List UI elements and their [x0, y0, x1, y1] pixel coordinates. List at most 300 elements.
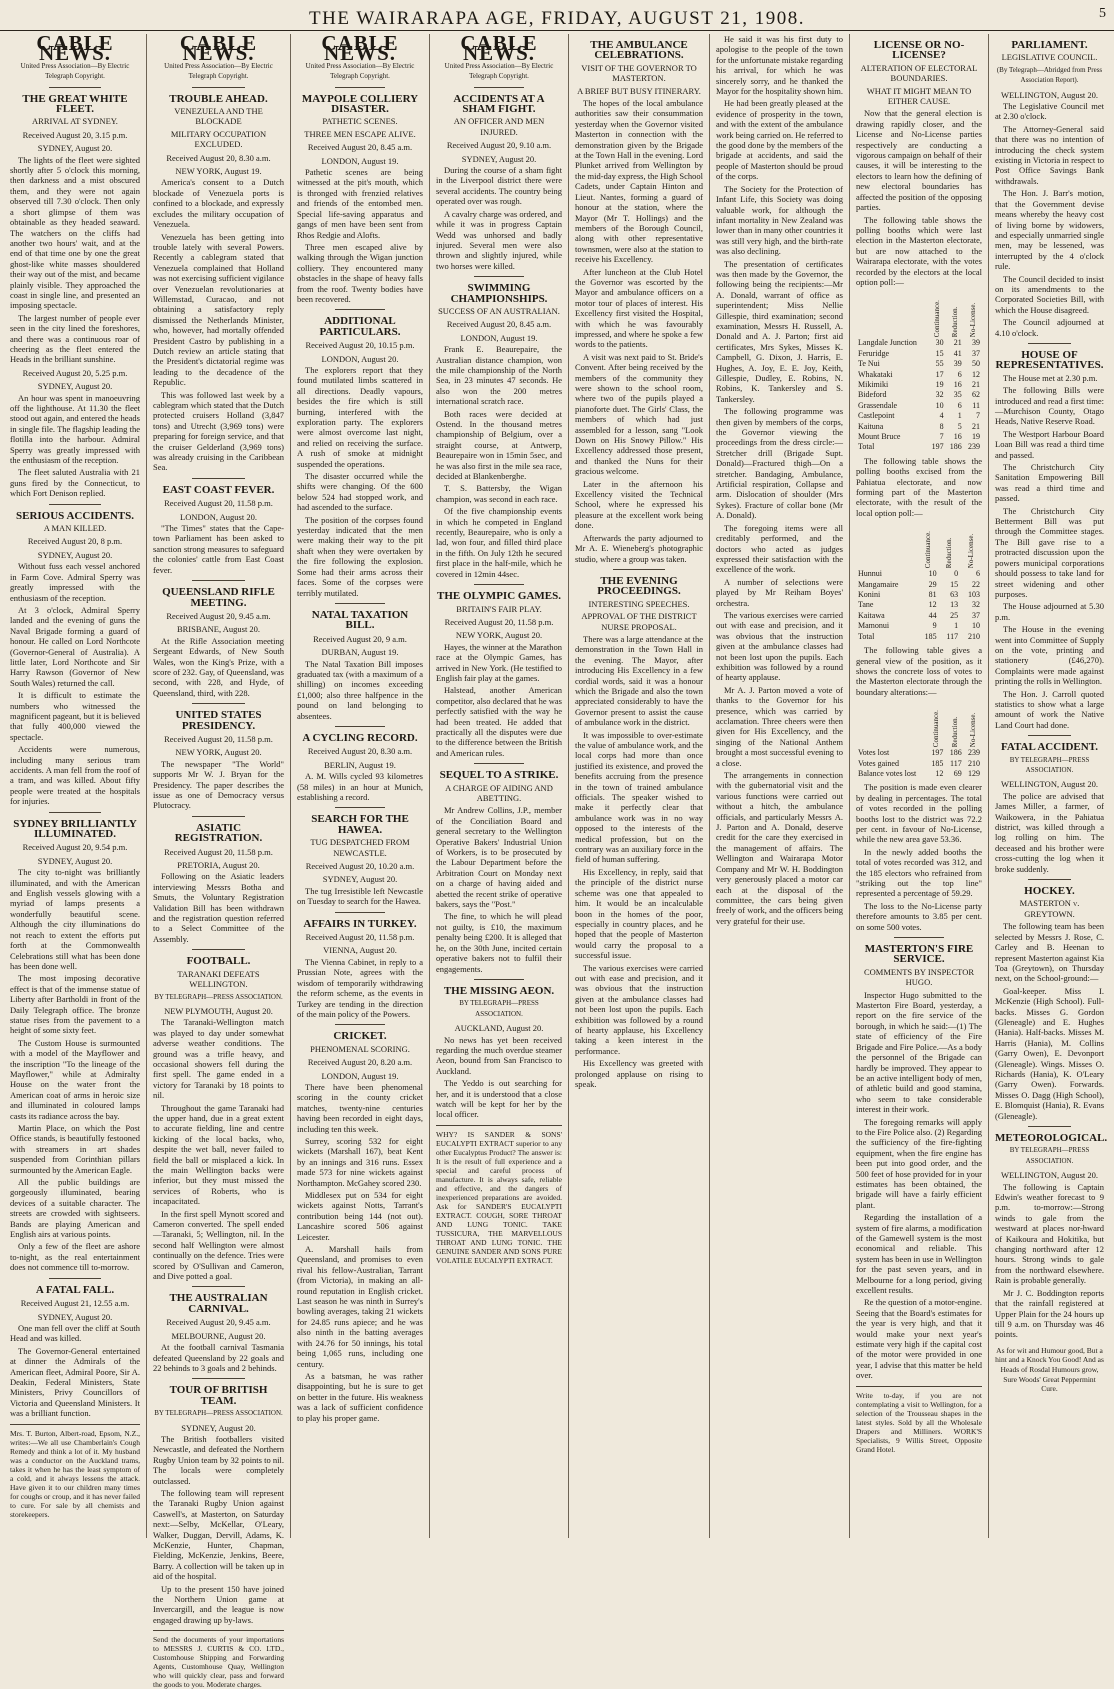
table-cell: Bideford — [858, 390, 887, 400]
table-cell: Konini — [858, 590, 881, 600]
article-paragraph: The various exercises were carried out with ease and precision, and it was obvious that the instruction given at the ambulance classes had not been lost upon the pupils. Each exhibition was followed by a round of hearty applause, his Excellency taking a keen interest in the performance. — [575, 962, 703, 1056]
dateline: SYDNEY, August 20. — [322, 874, 398, 885]
table-cell: 186 — [949, 748, 962, 758]
table-header — [939, 521, 960, 569]
article-paragraph: Afterwards the party adjourned to Mr A. E. Wieneberg's photographic studio, where a group was taken. — [575, 532, 703, 564]
table-row — [856, 569, 982, 579]
dateline: Received August 20, 11.58 p.m. — [305, 932, 415, 943]
table-header — [917, 521, 939, 569]
article-paragraph: The newspaper "The World" supports Mr W. J. Bryan for the Presidency. The paper describes the issue as one of Democracy versus Plutocracy. — [153, 758, 284, 811]
table-header — [946, 290, 964, 338]
table-cell: 239 — [968, 442, 980, 452]
dateline: Received August 20, 8.30 a.m. — [307, 746, 413, 757]
article-paragraph: Inspector Hugo submitted to the Masterton Fire Board, yesterday, a report on the fire service of the borough, in which he said:—(1) The state of efficiency of the Fire Brigade and Fire Police.—As a body the personnel of the Brigade can hardly be improved. They appear to be an active intelligent body of men, of athletic build and good stamina, who seem to take considerable interest in their work. — [856, 989, 982, 1115]
table-cell: 210 — [968, 758, 980, 768]
subheadline: A CHARGE OF AIDING AND ABETTING. — [445, 782, 553, 803]
table-header — [856, 290, 927, 338]
subheadline: TARANAKI DEFEATS WELLINGTON. — [177, 968, 260, 990]
headline: A CYCLING RECORD. — [302, 731, 418, 744]
column-4 — [430, 31, 569, 1538]
table-cell: Hunnui — [858, 569, 882, 579]
table-cell: 197 — [931, 442, 944, 452]
dateline: SYDNEY, August 20. — [37, 549, 113, 560]
article-paragraph: At 3 o'clock, Admiral Sperry landed and the evening of guns the Naval Brigade forming a guard of honour. He called on Lord Northcote (Governor-General of Australia). A little later, Lord Northcote and Sir Harry Rawson (Governor of New South Wales) returned the call. — [10, 604, 140, 688]
table-cell: 129 — [968, 768, 980, 778]
article-paragraph: The House in the evening went into Committee of Supply on the vote, printing and stationery (£46,270). Complaints were made against printing the rolls in Wellington. — [995, 624, 1104, 687]
table-header — [856, 700, 927, 748]
article-paragraph: Venezuela has been getting into trouble lately with several Powers. Recently a cablegram stated that Venezuela complained that Holland was not exercising sufficient vigilance over Venezuelan revolutionaries at Willemstad, Curacao, and not obtaining a satisfactory reply dismissed the Netherlands Minister, who, however, had mortally offended President Castro by publishing in a Dutch review an article stating that the President's dictatorial regime was leading to the decadence of the Republic. — [153, 231, 284, 388]
table-cell: Mount Bruce — [858, 432, 901, 441]
table-cell: 21 — [972, 421, 980, 431]
headline: FATAL ACCIDENT. — [1001, 741, 1098, 754]
article-paragraph: Martin Place, on which the Post Office stands, is beautifully festooned with streamers in art shades suspended from Corinthian pillars surmounted by the American Eagle. — [10, 1123, 140, 1175]
article-paragraph: The Natal Taxation Bill imposes graduated tax (with a maximum of a shilling) on incomes exceeding £1,000; also three halfpence in the pound on land belonging to absentees. — [297, 658, 423, 721]
dateline: LONDON, August 19. — [321, 1070, 399, 1081]
section-divider — [1028, 1126, 1072, 1127]
headline: THE OLYMPIC GAMES. — [437, 590, 561, 603]
article-paragraph: There was a large attendance at the demonstration in the Town Hall in the evening. The Mayor, after introducing His Excellency in a few cordial words, said it was a honour which the Brigade and also the town appreciated considerably to have the Governor present to assist the cause of ambulance work in the district. — [575, 633, 703, 728]
article-paragraph: The Council decided to insist on its amendments to the Corporated Societies Bill, with which the House disagreed. — [995, 273, 1104, 315]
table-cell: 39 — [972, 338, 980, 348]
article-paragraph: The following team has been selected by Messrs J. Rose, C. Carley and B. Heenan to represent Masterton against Kia Toa (Greytown), on Thursday next, on the School-ground:— — [995, 921, 1104, 984]
article-paragraph: He said it was his first duty to apologise to the people of the town for the unfortunate mistake regarding his arrival, for which he was sincerely sorry, and he thanked the Mayor for the hospitality shown him. — [716, 34, 844, 97]
table-cell: 15 — [950, 579, 959, 589]
article-paragraph: The following programme was then given by members of the corps, the Governor viewing the proceedings from the dress circle:—Stretcher drill (Brigade Supt. Donald)—Fractured thigh—On a stretcher. Bandaging, Ambulance, Artificial respiration, Collapse and arm. Dislocation of shoulder (Mrs Sykes). Fracture of collar bone (Mr A. Donald). — [716, 406, 843, 521]
section-divider — [49, 1278, 101, 1279]
dateline: Received August 20, 9.10 a.m. — [446, 140, 552, 151]
table-cell: 44 — [928, 610, 937, 620]
dateline: Received August 21, 12.55 a.m. — [20, 1298, 130, 1309]
subheadline: COMMENTS BY INSPECTOR HUGO. — [863, 966, 975, 988]
article-paragraph: The fine, to which he will plead not guilty, is £10, the maximum penalty being £200. It is alleged that he, on the 30th June, incited certain operative bakers not to fulfil their engagements. — [436, 911, 562, 974]
table-row — [856, 621, 982, 631]
table-cell: 25 — [950, 610, 959, 620]
article-paragraph: The presentation of certificates was then made by the Governor, the following being the recipients:—Mr A. Donald, warrant of office as superintendent; Miss Nellie Gillespie, third examination; second examination, Messrs H. Russell, A. Donald and A. J. Parton; first aid certificates, Mrs Sykes, Misses K. Campbell, G. Dixon, J. Harris, E. Hughes, A. Joy, E. E. Joy, Keith, Gillespie, Dudley, E. Robins, N. Robins, K. Tankersley and S. Tankersley. — [716, 258, 843, 404]
table-cell: Total — [858, 442, 875, 452]
table-row — [856, 759, 982, 769]
article-paragraph: Throughout the game Taranaki had the upper hand, due in a great extent to accurate fielding, line and centre kicking of the local backs, who, despite the wet ball, never failed to field the ball or misplaced a kick. In the main Wellington backs were inferior, but they must missed the services of Roberts, who is incapacitated. — [153, 1102, 284, 1207]
table-header — [927, 700, 945, 748]
table-cell: 41 — [953, 348, 962, 358]
table-cell: 50 — [972, 359, 980, 369]
credit-line: United Press Association—By Electric Telegraph Copyright. — [444, 61, 554, 81]
table-header-label: Reduction. — [945, 537, 954, 569]
dateline: SYDNEY, August 20. — [37, 1311, 113, 1322]
table-cell: 19 — [935, 379, 944, 389]
table-header — [856, 521, 917, 569]
dateline: LONDON, August 19. — [321, 155, 399, 166]
dateline: SYDNEY, August 20. — [37, 381, 113, 392]
column-divider — [436, 1125, 562, 1126]
table-cell: 6 — [957, 400, 962, 410]
headline: MASTERTON'S FIRE SERVICE. — [864, 943, 974, 966]
dateline: BRISBANE, August 20. — [176, 624, 261, 635]
table-header — [945, 700, 963, 748]
article-paragraph: No news has yet been received regarding the much overdue steamer Aeon, bound from San Francisco to Auckland. — [436, 1034, 562, 1076]
table-row — [856, 590, 982, 600]
article-paragraph: The city to-night was brilliantly illuminated, and with the American and English vessels glowing with a myriad of lamps presents a wonderfully beautiful scene. Although the city illuminations do not reach to extent the efforts put forth at the Commonwealth Celebrations still what has been done has been done well. — [10, 867, 140, 971]
subheadline: PATHETIC SCENES. — [322, 116, 398, 127]
article-paragraph: The Council adjourned at 4.10 o'clock. — [995, 317, 1104, 338]
dateline: Received August 20, 11.58 p.m. — [164, 846, 273, 857]
table-cell: 197 — [931, 748, 944, 758]
article-paragraph: All the public buildings are gorgeously illuminated, bearing devices of a suitable character. The streets are crowded with sightseers. Bands are playing American and English airs at various points. — [10, 1177, 140, 1240]
article-paragraph: The foregoing items were all creditably performed, and the doctors who acted as judges expressed their satisfaction with the excellence of the work. — [716, 522, 843, 575]
table-header-label: No-License. — [968, 712, 977, 747]
headline: ASIATIC REGISTRATION. — [174, 821, 263, 845]
dateline: Received August 20, 9.45 a.m. — [166, 1317, 271, 1328]
table-row — [856, 349, 982, 359]
headline: HOUSE OF REPRESENTATIVES. — [995, 348, 1104, 372]
table-header-label: Continuance. — [932, 709, 941, 747]
table-cell: Kaituna — [858, 421, 884, 431]
article-paragraph: Mr A. J. Parton moved a vote of thanks to the Governor for his presence, which was carried by acclamation. Three cheers were then given for His Excellency, and the singing of the National Anthem brought a most successful evening to a close. — [716, 684, 843, 768]
article-paragraph: Now that the general election is drawing rapidly closer, and the License and No-License parties respectively are conducting a vigorous campaign on behalf of their causes, it will be interesting to the electors to learn how the defining of new electoral boundaries has affected the position of the opposing parties. — [856, 108, 982, 213]
subheadline: MASTERTON v. GREYTOWN. — [1019, 898, 1080, 919]
article-paragraph: The Legislative Council met at 2.30 o'clock. — [995, 101, 1104, 122]
article-paragraph: The Attorney-General said that there was no intention of introducing the check system existing in Victoria in respect to Post Office Savings Bank withdrawals. — [995, 123, 1104, 186]
subheadline: THREE MEN ESCAPE ALIVE. — [304, 128, 416, 139]
subheadline: VENEZUELA AND THE BLOCKADE — [174, 106, 263, 127]
article-paragraph: The largest number of people ever seen in the city lined the foreshores, and there was a continuous roar of cheering as the fleet entered the Heads in the brilliant sunshine. — [10, 312, 140, 365]
masthead — [0, 0, 1114, 31]
table-cell: Castlepoint — [858, 411, 895, 421]
table-cell: 11 — [972, 400, 980, 410]
table-header — [964, 700, 982, 748]
article-paragraph: Regarding the installation of a system of fire alarms, a modification of the Gamewell system is the most economical and reliable. This system has been in use in Wellington for the past seven years, and in Melbourne for a long period, giving excellent results. — [856, 1212, 982, 1296]
section-divider — [49, 812, 101, 813]
headline: UNITED STATES PRESIDENCY. — [175, 709, 262, 732]
dateline: LONDON, August 20. — [321, 353, 399, 364]
section-divider — [1028, 343, 1072, 344]
article-paragraph: A visit was next paid to St. Bride's Convent. After being received by the members of the community they were shown to the school room, where two of the pupils played a pianoforte duet. The Girls' Class, the members of which had just assembled for a lesson, sang "Look Down on His Snowy Pillow." His Excellency addressed those present, and thanked the Nuns for their gracious welcome. — [575, 351, 703, 477]
headline: ADDITIONAL PARTICULARS. — [319, 315, 401, 338]
table-header-label: No-License. — [968, 302, 977, 338]
article-paragraph: Re the question of a motor-engine. Seeing that the Board's estimates for the year is very high, and that it would make your next year's estimate very high if the capital cost of the motor were provided in one year, I advise that this matter be held over. — [856, 1297, 982, 1381]
table-cell: 7 — [939, 432, 944, 441]
advertisement: WHY? IS SANDER & SONS' EUCALYPTI EXTRACT superior to any other Eucalyptus Product? The answer is: It is the result of full experience and a special and careful process of manufacture. It is always safe, reliable and effective, and the dangers of inexperienced preparations are avoided. Ask for SANDER'S EUCALYPTI EXTRACT. COUGH, SORE THROAT AND LUNG TONIC. TAKE TUSSICURA, THE MARVELLOUS THROAT AND LUNG TONIC. THE GENUINE SANDER AND SONS PURE VOLATILE EUCALYPTI EXTRACT. — [436, 1129, 562, 1265]
table-cell: 29 — [928, 579, 937, 589]
credit-line: BY TELEGRAPH—PRESS ASSOCIATION. — [154, 1409, 283, 1418]
section-divider — [192, 87, 244, 88]
headline: THE AMBULANCE CELEBRATIONS. — [590, 39, 688, 62]
masthead-title: THE WAIRARAPA AGE, FRIDAY, AUGUST 21, 1908. — [309, 8, 805, 29]
article-paragraph: The Hon. J. Carroll quoted statistics to show what a large amount of work the Native Land Court had done. — [995, 688, 1104, 730]
article-paragraph: The following is Captain Edwin's weather forecast to 9 p.m. to-morrow:—Strong winds to gale from the westward at places nor-hward of Kaikoura and Hokitika, but changing northward after 12 hours. Strong winds to gale from the northward elsewhere. Rain is probable generally. — [995, 1181, 1104, 1286]
article-paragraph: Goal-keeper. Miss I. McKenzie (High School). Full-backs. Misses G. Gordon (Gleneagle) and E. Hughes (Hania). Half-backs. Misses M. Harris (Hania), M. Collins (Garry Owen), E. Devonport (Gleneagle). Wings. Misses O. Richards (Hania), K. O'Leary (Garry Owen). Forwards. Misses O. Dagg (High School), E. Blomquist (Hania), R. Evans (Gleneagle). — [995, 985, 1104, 1121]
dateline: LONDON, August 20. — [180, 511, 257, 522]
table-cell: 21 — [953, 338, 962, 348]
table-cell: Feruridge — [858, 348, 890, 358]
headline: CABLE NEWS. — [36, 31, 114, 66]
column-1 — [4, 31, 147, 1538]
article-paragraph: T. S. Battersby, the Wigan champion, was second in each race. — [436, 483, 562, 504]
article-paragraph: There have been phenomenal scoring in the county cricket matches, twenty-nine centuries having been recorded in eight days, including ten this week. — [297, 1081, 423, 1134]
headline: EAST COAST FEVER. — [162, 483, 275, 496]
table-cell: 32 — [935, 390, 944, 400]
table-cell: 13 — [950, 600, 959, 610]
section-divider — [474, 87, 524, 88]
article-paragraph: Later in the afternoon his Excellency visited the Technical School, where he expressed his pleasure at the excellent work being done. — [575, 478, 703, 531]
subheadline: LEGISLATIVE COUNCIL. — [1001, 52, 1098, 63]
table-cell: 63 — [950, 590, 959, 600]
article-paragraph: One man fell over the cliff at South Head and was killed. — [10, 1322, 140, 1344]
table-cell: 10 — [935, 400, 944, 410]
table-cell: 185 — [931, 758, 944, 768]
subheadline: PHENOMENAL SCORING. — [310, 1043, 410, 1054]
section-divider — [613, 569, 664, 570]
section-divider — [192, 478, 244, 479]
subheadline: ALTERATION OF ELECTORAL BOUNDARIES. — [860, 62, 978, 84]
article-paragraph: An hour was spent in manoeuvring off the lighthouse. At 11.30 the fleet stood out again, and entered the heads in single file. The flagship leading the flotilla into the harbour. Admiral Sperry was greatly impressed with the enthusiasm of the reception. — [10, 392, 140, 466]
table-cell: 12 — [928, 600, 937, 610]
table-cell: 62 — [972, 390, 980, 400]
article-paragraph: This was followed last week by a cablegram which stated that the Dutch protected cruisers Holland (3,847 tons) and Utrecht (3,969 tons) were preparing for foreign service, and that the cruiser Gelderland (3,969 tons) was already cruising in the Caribbean Sea. — [153, 389, 284, 473]
table-cell: 9 — [932, 621, 937, 631]
headline: MAYPOLE COLLIERY DISASTER. — [301, 92, 419, 116]
table-cell: 37 — [972, 610, 980, 620]
table-cell: 16 — [953, 379, 962, 389]
table-cell: Votes gained — [858, 758, 899, 768]
article-paragraph: It was impossible to over-estimate the value of ambulance work, and the local corps had more than once justified its existence, and proved the benefits accruing from the presence in the town of trained ambulance officials. The speaker wished to make it perfectly clear that ambulance work was in no way opposed to the interests of the medical profession, but on the contrary was an auxiliary force in the field of human suffering. — [575, 729, 703, 865]
table-cell: 39 — [953, 359, 962, 369]
table-cell: Votes lost — [858, 748, 890, 758]
section-divider — [335, 726, 385, 727]
table-cell: Kaitawa — [858, 610, 885, 620]
table-cell: 69 — [953, 768, 962, 778]
dateline: BERLIN, August 19. — [324, 759, 396, 770]
table-cell: Tane — [858, 600, 874, 610]
section-divider — [192, 816, 244, 817]
subheadline: AN OFFICER AND MEN INJURED. — [453, 116, 545, 137]
dateline: Received August 20, 8.45 a.m. — [307, 142, 413, 153]
article-paragraph: The Hon. J. Barr's motion, that the Government devise means whereby the heavy cost of living borne by widowers, and especially unmarried single men, may be lessened, was interrupted by the 4 o'clock rule. — [995, 188, 1104, 272]
section-divider — [335, 603, 385, 604]
table-cell: Mamonui — [858, 621, 890, 631]
vote-table — [856, 521, 982, 642]
headline: SYDNEY BRILLIANTLY ILLUMINATED. — [13, 817, 137, 841]
column-divider — [856, 1386, 982, 1387]
table-cell: Whakataki — [858, 369, 893, 379]
article-paragraph: Pathetic scenes are being witnessed at the pit's mouth, which is thronged with frenzied relatives and friends of the entombed men. Special life-saving apparatus and gangs of men have been sent from Rhos Redgie and Alofts. — [297, 167, 423, 240]
article-paragraph: Only a few of the fleet are ashore to-night, as the real entertainment does not commence till to-morrow. — [10, 1241, 140, 1273]
article-paragraph: The Society for the Protection of Infant Life, this Society was doing valuable work, for although the infant mortality in New Zealand was lower than in many other countries it was still very high, and the birth-rate was also declining. — [716, 183, 843, 257]
table-header-label: Continuance. — [932, 300, 941, 338]
dateline: WELLINGTON, August 20. — [1000, 89, 1099, 100]
table-total-row — [856, 769, 982, 779]
dateline: Received August 20, 8.30 a.m. — [166, 152, 271, 163]
subheadline: A MAN KILLED. — [43, 523, 107, 534]
article-paragraph: He had been greatly pleased at the evidence of prosperity in the town, and with the extent of the ambulance work being carried on. He referred to the good done by the members of the brigade at accidents, and said the people of Masterton should be proud of the corps. — [716, 98, 843, 182]
dateline: PRETORIA, August 20. — [177, 860, 260, 871]
article-paragraph: His Excellency, in reply, said that the principle of the district nurse scheme was one that appealed to him. It would be an incalculable boon in the homes of the poor, especially in country places, and he hoped that the people of Masterton would carry the proposal to a successful issue. — [575, 866, 703, 961]
article-paragraph: A. Marshall hails from Queensland, and promises to even rival his fellow-Australian, Tarrant (from Victoria), in making an all-round reputation in English cricket. Last season he was ninth in Surrey's bowling averages, taking 21 wickets for 24.85 runs apiece; and he was also ninth in the batting averages with 24.76 for 50 innings, his total being 1,065 runs, including one century. — [297, 1244, 423, 1369]
article-paragraph: The lights of the fleet were sighted shortly after 5 o'clock this morning, then darkness and a mist obscured them, and they were not again observed till 7.30 o'clock. Then only a short glimpse of them was obtainable as they headed seaward. The watchers on the cliffs had another two hours' wait, and at the end of that time one by one the great ghost-like white masses shouldered their way out of the mist, and became plainly visible. They approached the coast in single line, and presented an imposing spectacle. — [10, 154, 140, 311]
table-cell: 21 — [972, 379, 980, 389]
advertisement: Send the documents of your importations to MESSRS J. CURTIS & CO. LTD., Customhouse Shipping and Forwarding Agents, Customhouse Quay, Wellington who will quickly clear, pass and forward the goods to you. Moderate charges. — [153, 1635, 284, 1689]
article-paragraph: The Westport Harbour Board Loan Bill was read a third time and passed. — [995, 428, 1104, 460]
section-divider — [894, 937, 944, 938]
subheadline: A BRIEF BUT BUSY ITINERARY. — [577, 85, 701, 96]
table-cell: Total — [858, 631, 875, 641]
dateline: SYDNEY, August 20. — [461, 153, 537, 164]
article-paragraph: Both races were decided at Ostend. In the thousand metres championship of Belgium, over a straight course, at Antwerp, Beaurepaire won in 15min 5sec, and he was also first in the mile sea race, decided at Blankenberghe. — [436, 408, 562, 482]
table-header — [964, 290, 982, 338]
subheadline: INTERESTING SPEECHES. — [588, 598, 690, 609]
headline: SEARCH FOR THE HAWEA. — [311, 813, 409, 836]
article-paragraph: The Christchurch City Betterment Bill was put through the Committee stages. The Bill gave rise to a protracted discussion upon the powers municipal corporations should possess to take land for street widening and other purposes. — [995, 505, 1104, 599]
column-6 — [710, 34, 850, 1538]
article-paragraph: Halstead, another American competitor, also declared that he was perfectly satisfied with the way he had been treated. He added that practically all the disputes were due to the difference between the British and American rules. — [436, 685, 562, 758]
article-paragraph: The position of the corpses found yesterday indicated that the men were making their way to the pit shaft when they were overtaken by the fire following the explosion. Some had their arms across their faces. Some of the corpses were terribly mutilated. — [297, 514, 423, 598]
headline: CRICKET. — [333, 1030, 387, 1043]
headline: AFFAIRS IN TURKEY. — [303, 917, 417, 930]
section-divider — [1028, 879, 1072, 880]
column-2 — [147, 31, 291, 1689]
dateline: Received August 20, 8.45 a.m. — [446, 319, 552, 330]
credit-line: United Press Association—By Electric Telegraph Copyright. — [305, 61, 415, 81]
article-paragraph: The position is made even clearer by dealing in percentages. The total of votes recorded in the polling booths lost to the district was 72.2 per cent. in favour of No-License, while the new area gave 53.36. — [856, 782, 982, 845]
table-header-label: No-License. — [966, 533, 975, 569]
dateline: SYDNEY, August 20. — [37, 143, 113, 154]
article-paragraph: The Taranaki-Wellington match was played to day under somewhat adverse weather conditions. The ground was a trifle heavy, and occasional showers fell during the first spell. The game ended in a victory for Taranaki by 18 points to nil. — [153, 1017, 284, 1101]
section-divider — [335, 807, 385, 808]
headline: SWIMMING CHAMPIONSHIPS. — [450, 282, 548, 305]
article-paragraph: Accidents were numerous, including many serious tram accidents. A man fell from the roof of a tram, and was killed. About fifty people were treated at the hospitals for injuries. — [10, 744, 140, 807]
table-cell: 103 — [968, 590, 980, 600]
article-paragraph: Surrey, scoring 532 for eight wickets (Marshall 167), beat Kent by an innings and 316 runs. Essex made 573 for nine wickets against Northampton. McGahey scored 230. — [297, 1135, 423, 1188]
headline: LICENSE OR NO-LICENSE? — [873, 39, 965, 62]
credit-line: United Press Association—By Electric Telegraph Copyright. — [20, 61, 130, 81]
table-total-row — [856, 632, 982, 642]
article-paragraph: After luncheon at the Club Hotel the Governor was escorted by the Mayor and ambulance officers on a motor tour of places of interest. His Excellency first visited the Hospital, with which he was favourably impressed, and where he spoke a few words to the patients. — [575, 266, 703, 350]
article-paragraph: The foregoing remarks will apply to the Fire Police also. (2) Regarding the sufficiency of the fire-fighting equipment, when the fire engine has been put into good order, and the 500 feet of hose provided for in your estimates has been obtained, the brigade will have a fairly efficient plant. — [856, 1116, 982, 1210]
article-paragraph: Up to the present 150 have joined the Northern Union game at Invercargill, and the league is now engaged drawing up by-laws. — [153, 1583, 284, 1625]
section-divider — [192, 703, 244, 704]
dateline: SYDNEY, August 20. — [37, 855, 113, 866]
table-header — [960, 521, 982, 569]
table-cell: 239 — [968, 748, 980, 758]
table-cell: 210 — [968, 631, 980, 641]
table-cell: 6 — [957, 369, 962, 379]
headline: THE AUSTRALIAN CARNIVAL. — [169, 1292, 268, 1315]
table-row — [856, 370, 982, 380]
article-paragraph: At the football carnival Tasmania defeated Queensland by 22 goals and 22 behinds to 3 goals and 2 behinds. — [153, 1342, 284, 1373]
table-cell: 5 — [957, 421, 962, 431]
article-paragraph: The following table gives a general view of the position, as it shows the concrete loss of votes to the Masterton electorate through the boundary alterations:— — [856, 645, 982, 697]
article-paragraph: The fleet saluted Australia with 21 guns fired by the Connecticut, to which Fort Denison replied. — [10, 467, 140, 499]
table-cell: 4 — [939, 411, 944, 421]
table-row — [856, 401, 982, 411]
section-divider — [474, 276, 524, 277]
table-cell: 16 — [953, 432, 962, 441]
dateline: AUCKLAND, August 20. — [454, 1023, 544, 1034]
column-divider — [153, 1630, 284, 1631]
table-cell: 117 — [946, 631, 959, 641]
dateline: Received August 20, 11.58 p.m. — [444, 616, 554, 627]
dateline: Received August 20, 9 a.m. — [313, 633, 407, 644]
article-paragraph: The police are advised that James Miller, a farmer, of Waikowera, in the Pahiatua district, was killed through a log rolling on him. The deceased and his brother were cross-cutting the log when it broke suddenly. — [995, 790, 1104, 874]
page-number: 5 — [1099, 6, 1106, 21]
table-row — [856, 411, 982, 421]
dateline: Received August 20, 3.15 p.m. — [22, 129, 128, 140]
table-cell: 17 — [935, 369, 944, 379]
dateline: Received August 20, 11.58 p.m. — [164, 498, 273, 509]
headline: SEQUEL TO A STRIKE. — [439, 769, 559, 782]
article-paragraph: In the first spell Mynott scored and Cameron converted. The spell ended—Taranaki, 5; Wellington, nil. In the second half Wellington were almost continually on the defence. Tries were scored by O'Sullivan and Cameron, and Dive potted a goal. — [153, 1208, 284, 1282]
table-cell: 12 — [972, 369, 980, 379]
credit-line: United Press Association—By Electric Telegraph Copyright. — [164, 61, 273, 81]
headline: THE EVENING PROCEEDINGS. — [597, 574, 681, 598]
dateline: NEW YORK, August 20. — [175, 747, 262, 758]
dateline: Received August 20, 9.45 a.m. — [166, 610, 271, 621]
article-paragraph: The House met at 2.30 p.m. — [1003, 372, 1098, 383]
table-cell: 81 — [928, 590, 937, 600]
column-8 — [989, 34, 1110, 1538]
credit-line: BY TELEGRAPH—PRESS ASSOCIATION. — [459, 999, 539, 1018]
section-divider — [49, 87, 101, 88]
headline: CABLE NEWS. — [321, 31, 399, 66]
section-divider — [474, 584, 524, 585]
table-cell: 37 — [972, 348, 980, 358]
section-divider — [192, 1286, 244, 1287]
table-row — [856, 338, 982, 348]
article-paragraph: A number of selections were played by Mr Reiham Boyes' orchestra. — [716, 576, 843, 608]
article-paragraph: The various exercises were carried out with ease and precision, and it was obvious that the instruction given at the ambulance classes had not been lost upon the pupils. Each exhibition was followed by a round of hearty applause. — [716, 609, 843, 683]
table-row — [856, 748, 982, 758]
dateline: WELLINGTON, August 20. — [1000, 1170, 1099, 1181]
headline: FOOTBALL. — [186, 955, 251, 968]
headline: CABLE NEWS. — [179, 31, 258, 66]
column-7 — [850, 34, 989, 1538]
article-paragraph: Of the five championship events in which he competed in England recently, Beaurepaire, who is only a lad, won four, and filled third place in the fifth. On July 12th he secured first place in the half-mile, which he covered in 12min 44sec. — [436, 506, 562, 579]
article-paragraph: The British footballers visited Newcastle, and defeated the Northern Rugby Union team by 32 points to nil. The locals were completely outclassed. — [153, 1433, 284, 1486]
headline: CABLE NEWS. — [460, 31, 538, 66]
section-divider — [192, 949, 244, 950]
dateline: DURBAN, August 19. — [321, 647, 399, 658]
dateline: Received August 20, 9.54 p.m. — [22, 842, 128, 853]
table-cell: Mangamaire — [858, 579, 899, 589]
dateline: Received August 20, 10.20 a.m. — [305, 861, 415, 872]
credit-line: BY TELEGRAPH—PRESS ASSOCIATION. — [1009, 755, 1090, 774]
subheadline: MILITARY OCCUPATION EXCLUDED. — [170, 128, 267, 150]
article-paragraph: Mr Andrew Collins, J.P., member of the Conciliation Board and general secretary to the Wellington Operative Bakers' Industrial Union of Workers, is to be prosecuted by the Labour Department before the Arbitration Court on Monday next on a charge of having aided and abetted the recent strike of operative bakers, says the "Post." — [436, 805, 562, 910]
article-paragraph: The explorers report that they found mutilated limbs scattered in all directions. Deadly vapours, besides the fire which is still burning, interfered with the exploration party. The explorers were almost overcome last night, and relied on receiving the surface. A rush of smoke at midnight suspended the operations. — [297, 364, 423, 469]
dateline: SYDNEY, August 20. — [181, 1422, 256, 1433]
article-paragraph: The House adjourned at 5.30 p.m. — [995, 601, 1104, 622]
table-row — [856, 422, 982, 432]
headline: PARLIAMENT. — [1011, 39, 1088, 51]
headline: TOUR OF BRITISH TEAM. — [169, 1384, 268, 1407]
article-paragraph: The loss to the No-License party therefore amounts to 3.85 per cent. on some 500 votes. — [856, 900, 982, 932]
table-cell: 7 — [976, 411, 980, 421]
section-divider — [335, 912, 385, 913]
table-cell: 186 — [949, 442, 962, 452]
table-cell: 30 — [935, 338, 944, 348]
section-divider — [335, 1024, 385, 1025]
headline: HOCKEY. — [1024, 885, 1075, 898]
article-paragraph: "The Times" states that the Cape-town Parliament has been asked to sanction strong measures to safeguard the colonies' cattle from East Coast fever. — [153, 523, 284, 575]
table-row — [856, 380, 982, 390]
article-paragraph: The following table shows the polling booths excised from the Pahiatua electorate, and now forming part of the Masterton electorate, with the result of the local option poll:— — [856, 455, 982, 518]
article-paragraph: Middlesex put on 534 for eight wickets against Notts, Tarrant's contribution being 144 (not out). Lancashire scored 506 against Leicester. — [297, 1190, 423, 1242]
credit-line: BY TELEGRAPH—PRESS ASSOCIATION. — [1009, 1146, 1090, 1165]
table-cell: 32 — [972, 600, 980, 610]
article-paragraph: At the Rifle Association meeting Sergeant Edwards, of New South Wales, won the King's Prize, with a score of 232. Gay, of Queensland, was second, with 228, and Hyde, of Queensland, third, with 228. — [153, 635, 284, 698]
dateline: Received August 20, 8.20 a.m. — [307, 1057, 413, 1068]
subheadline: WHAT IT MIGHT MEAN TO EITHER CAUSE. — [866, 85, 972, 107]
table-cell: 8 — [939, 421, 944, 431]
